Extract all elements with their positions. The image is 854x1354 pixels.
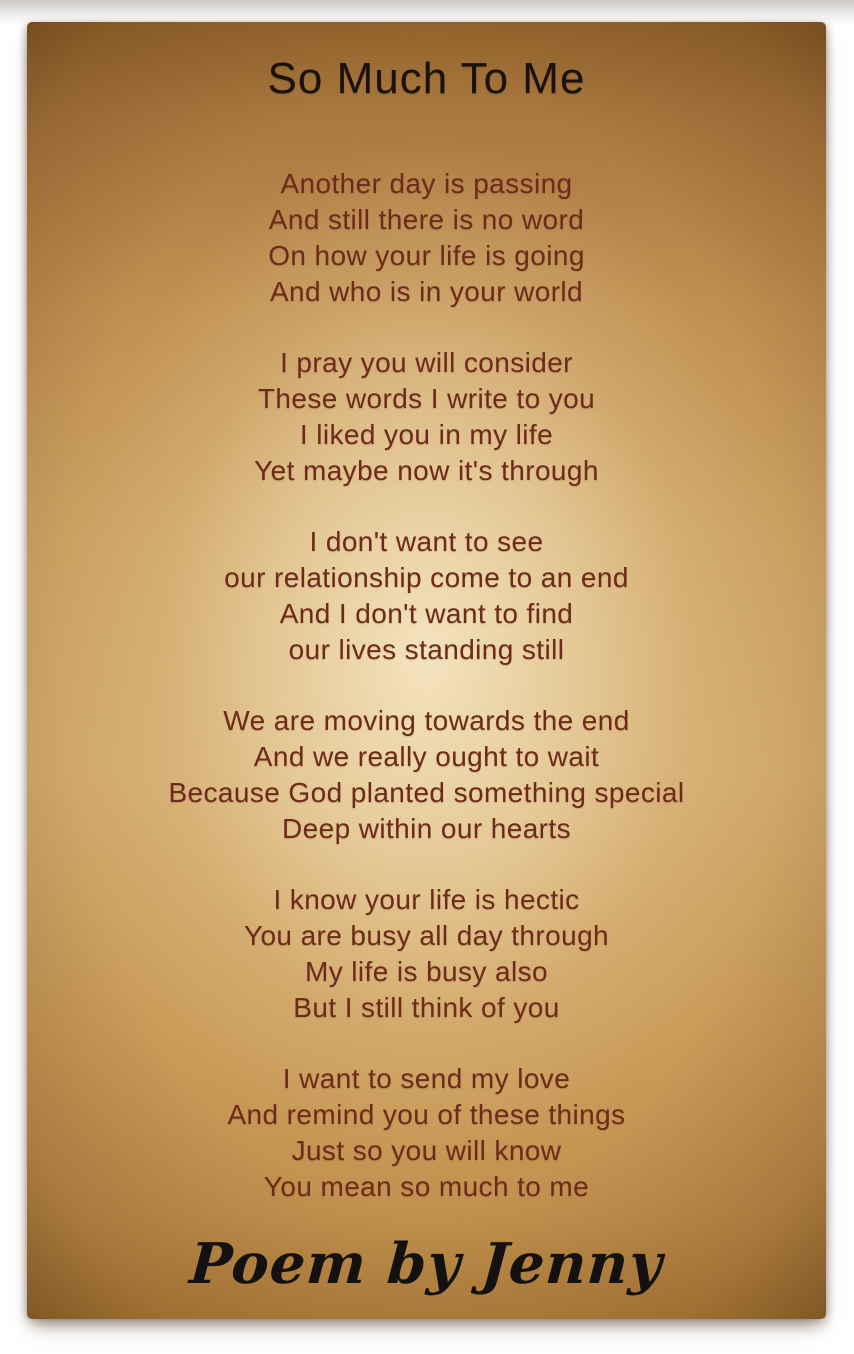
poem-line: And remind you of these things — [227, 1099, 626, 1130]
poem-line: On how your life is going — [268, 240, 585, 271]
poem-line: And we really ought to wait — [253, 741, 600, 772]
poem-line: Another day is passing — [280, 168, 573, 199]
stanza-3 — [168, 524, 684, 668]
poem-line: You mean so much to me — [263, 1171, 590, 1202]
poem-line: I pray you will consider — [280, 347, 573, 378]
poem-line: I don't want to see — [309, 526, 544, 557]
poem-line: Because God planted something special — [168, 777, 685, 808]
poem-line: We are moving towards the end — [223, 705, 630, 736]
stanza-1 — [168, 166, 684, 310]
poem-content — [27, 22, 826, 1319]
poem-line: But I still think of you — [293, 992, 560, 1023]
poem-signature: Poem by Jenny — [187, 1231, 666, 1297]
poem-line: I liked you in my life — [299, 419, 554, 450]
parchment-card — [27, 22, 826, 1319]
poem-line: My life is busy also — [305, 956, 548, 987]
poem-title: So Much To Me — [267, 54, 586, 103]
poem-line: I know your life is hectic — [273, 884, 580, 915]
poem-line: Just so you will know — [291, 1135, 562, 1166]
poem-stanzas — [168, 166, 684, 1205]
poem-line: Deep within our hearts — [282, 813, 571, 844]
poem-line: Yet maybe now it's through — [254, 455, 599, 486]
poem-line: our lives standing still — [288, 634, 565, 665]
stanza-4 — [168, 703, 684, 847]
stanza-5 — [168, 882, 684, 1026]
poem-line: And who is in your world — [269, 276, 584, 307]
poem-line: our relationship come to an end — [224, 562, 629, 593]
stanza-6 — [168, 1061, 684, 1205]
poem-line: You are busy all day through — [243, 920, 610, 951]
poem-line: And I don't want to find — [279, 598, 574, 629]
poem-line: I want to send my love — [282, 1063, 571, 1094]
poem-line: These words I write to you — [257, 383, 596, 414]
stanza-2 — [168, 345, 684, 489]
poem-line: And still there is no word — [268, 204, 585, 235]
